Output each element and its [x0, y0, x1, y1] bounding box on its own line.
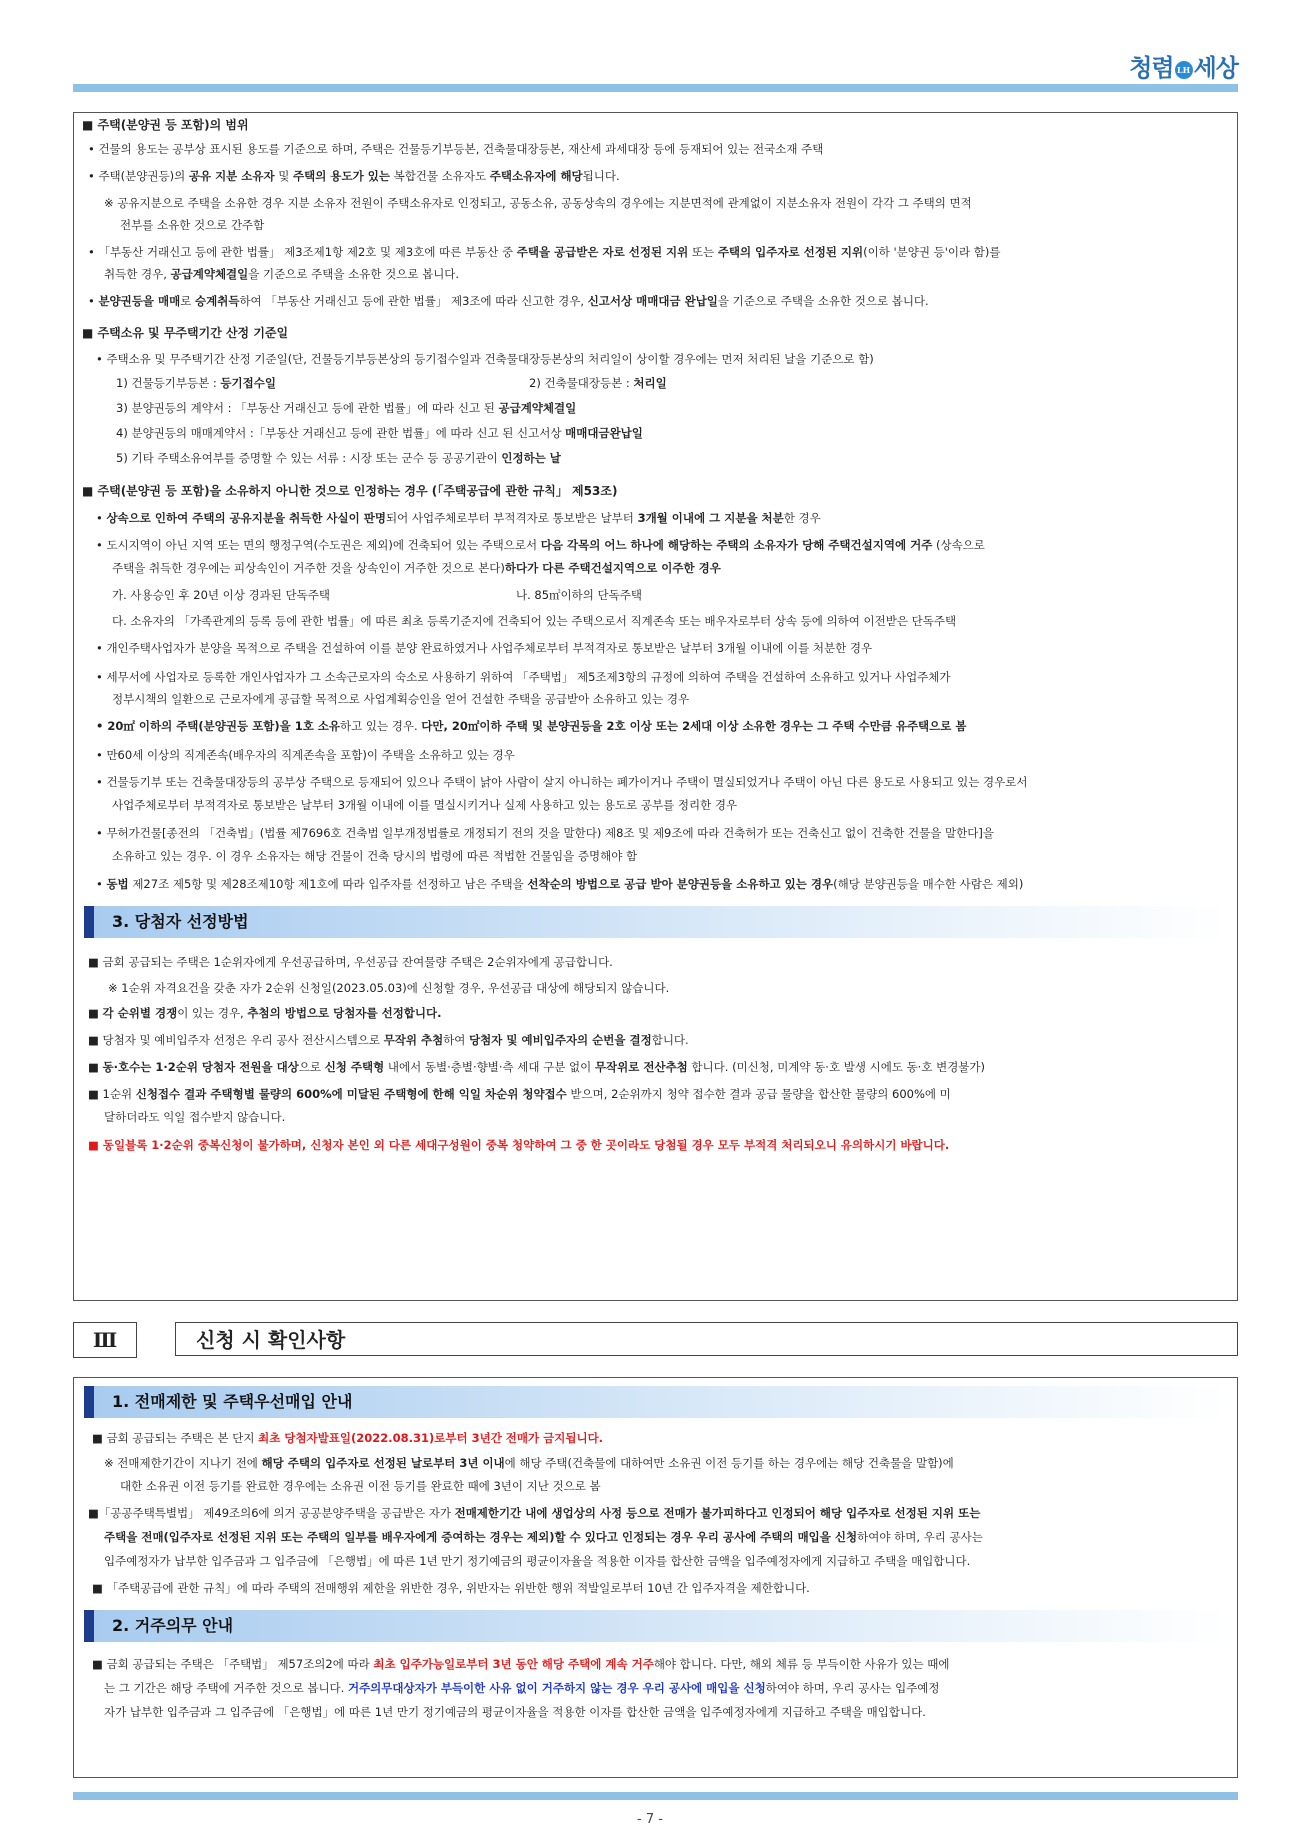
list-item: 나. 85㎡이하의 단독주택 [516, 588, 642, 602]
list-item: • 개인주택사업자가 분양을 목적으로 주택을 건설하여 이를 분양 완료하였거나 사업주체로부터 부적격자로 통보받은 날부터 3개월 이내에 이를 처분한 경우 [96, 641, 873, 655]
note: 전부를 소유한 것으로 간주함 [120, 218, 265, 232]
section-heading: ■ 주택(분양권 등 포함)을 소유하지 아니한 것으로 인정하는 경우 (「주택공급에 관한 규칙」 제53조) [82, 484, 618, 498]
chapter-title: 신청 시 확인사항 [175, 1322, 1238, 1356]
section-header-selection [84, 906, 1227, 938]
paragraph: ■ 각 순위별 경쟁이 있는 경우, 추첨의 방법으로 당첨자를 선정합니다. [88, 1006, 442, 1020]
chapter-number: Ⅲ [73, 1322, 137, 1358]
eligibility-box [73, 112, 1238, 1301]
logo: 청렴 LH 세상 [1129, 53, 1238, 82]
paragraph: 달하더라도 익일 접수받지 않습니다. [104, 1110, 286, 1124]
list-item: • 무허가건물[종전의 「건축법」(법률 제7696호 건축법 일부개정법률로 개정되기 전의 것을 말한다) 제8조 및 제9조에 따라 건축허가 또는 건축신고 없이 건축한 건물을 말한다]을 [96, 826, 994, 840]
list-item: 정부시책의 일환으로 근로자에게 공급할 목적으로 사업계획승인을 얻어 건설한 주택을 공급받아 소유하고 있는 경우 [112, 692, 690, 706]
paragraph: ■ 금회 공급되는 주택은 1순위자에게 우선공급하며, 우선공급 잔여물량 주택은 2순위자에게 공급합니다. [88, 955, 613, 969]
list-item: 다. 소유자의 「가족관계의 등록 등에 관한 법률」에 따른 최초 등록기준지에 건축되어 있는 주택으로서 직계존속 또는 배우자로부터 상속 등에 의하여 이전받은 단독주택 [112, 614, 957, 628]
list-item: 1) 건물등기부등본 : 등기접수일 [116, 376, 276, 390]
list-item: 3) 분양권등의 계약서 : 「부동산 거래신고 등에 관한 법률」에 따라 신고 된 공급계약체결일 [116, 401, 577, 415]
section-title: 3. 당첨자 선정방법 [112, 912, 249, 931]
paragraph: ■ 금회 공급되는 주택은 「주택법」 제57조의2에 따라 최초 입주가능일로부터 3년 동안 해당 주택에 계속 거주해야 합니다. 다만, 해외 체류 등 부득이한 사유가 있는 때에 [92, 1657, 950, 1671]
paragraph: 는 그 기간은 해당 주택에 거주한 것으로 봅니다. 거주의무대상자가 부득이한 사유 없이 거주하지 않는 경우 우리 공사에 매입을 신청하여야 하며, 우리 공사는 입주예정 [104, 1681, 940, 1695]
section-heading: ■ 주택(분양권 등 포함)의 범위 [82, 118, 249, 132]
list-item: 가. 사용승인 후 20년 이상 경과된 단독주택 [112, 588, 330, 602]
paragraph: ■ 당첨자 및 예비입주자 선정은 우리 공사 전산시스템으로 무작위 추첨하여 당첨자 및 예비입주자의 순번을 결정합니다. [88, 1033, 689, 1047]
list-item: 소유하고 있는 경우. 이 경우 소유자는 해당 건물이 건축 당시의 법령에 따른 적법한 건물임을 증명해야 함 [112, 849, 638, 863]
bottom-divider [73, 1792, 1238, 1800]
section-heading: ■ 주택소유 및 무주택기간 산정 기준일 [82, 326, 289, 340]
section-header-resale [84, 1386, 1227, 1418]
list-item: • 세무서에 사업자로 등록한 개인사업자가 그 소속근로자의 숙소로 사용하기 위하여 「주택법」 제5조제3항의 규정에 의하여 주택을 건설하여 소유하고 있거나 사업주체가 [96, 670, 951, 684]
list-item: • 만60세 이상의 직계존속(배우자의 직계존속을 포함)이 주택을 소유하고 있는 경우 [96, 748, 515, 762]
paragraph: 주택을 전매(입주자로 선정된 지위 또는 주택의 일부를 배우자에게 증여하는 경우는 제외)할 수 있다고 인정되는 경우 우리 공사에 주택의 매입을 신청하여야 하며, 우리 공사는 [104, 1530, 983, 1544]
list-item: 4) 분양권등의 매매계약서 :「부동산 거래신고 등에 관한 법률」에 따라 신고 된 신고서상 매매대금완납일 [116, 426, 643, 440]
note: ※ 1순위 자격요건을 갖춘 자가 2순위 신청일(2023.05.03)에 신청할 경우, 우선공급 대상에 해당되지 않습니다. [108, 981, 670, 995]
list-item: 5) 기타 주택소유여부를 증명할 수 있는 서류 : 시장 또는 군수 등 공공기관이 인정하는 날 [116, 451, 561, 465]
logo-badge-icon: LH [1175, 61, 1193, 79]
list-item: 취득한 경우, 공급계약체결일을 기준으로 주택을 소유한 것으로 봅니다. [104, 267, 460, 281]
note: ※ 공유지분으로 주택을 소유한 경우 지분 소유자 전원이 주택소유자로 인정되고, 공동소유, 공동상속의 경우에는 지분면적에 관계없이 지분소유자 전원이 각각 그 주택의 면적 [104, 196, 972, 210]
list-item: • 도시지역이 아닌 지역 또는 면의 행정구역(수도권은 제외)에 건축되어 있는 주택으로서 다음 각목의 어느 하나에 해당하는 주택의 소유자가 당해 주택건설지역에 거주 (상속으로 [96, 538, 985, 552]
paragraph: 입주예정자가 납부한 입주금과 그 입주금에 「은행법」에 따른 1년 만기 정기예금의 평균이자율을 적용한 이자를 합산한 금액을 입주예정자에게 지급하고 주택을 매입합니다. [104, 1554, 971, 1568]
paragraph: 자가 납부한 입주금과 그 입주금에 「은행법」에 따른 1년 만기 정기예금의 평균이자율을 적용한 이자를 합산한 금액을 입주예정자에게 지급하고 주택을 매입합니다. [104, 1705, 926, 1719]
paragraph: ■「공공주택특별법」 제49조의6에 의거 공공분양주택을 공급받은 자가 전매제한기간 내에 생업상의 사정 등으로 전매가 불가피하다고 인정되어 해당 입주자로 선정된 지위 또는 [88, 1506, 981, 1520]
list-item: 주택을 취득한 경우에는 피상속인이 거주한 것을 상속인이 거주한 것으로 본다)하다가 다른 주택건설지역으로 이주한 경우 [112, 561, 721, 575]
list-item: • 상속으로 인하여 주택의 공유지분을 취득한 사실이 판명되어 사업주체로부터 부적격자로 통보받은 날부터 3개월 이내에 그 지분을 처분한 경우 [96, 511, 821, 525]
paragraph: ■ 「주택공급에 관한 규칙」에 따라 주택의 전매행위 제한을 위반한 경우, 위반자는 위반한 행위 적발일로부터 10년 간 입주자격을 제한합니다. [92, 1581, 810, 1595]
note: 대한 소유권 이전 등기를 완료한 경우에는 소유권 이전 등기를 완료한 때에 3년이 지난 것으로 봄 [120, 1479, 601, 1493]
list-item: 2) 건축물대장등본 : 처리일 [529, 376, 667, 390]
section-title: 2. 거주의무 안내 [112, 1616, 234, 1635]
section-header-residence [84, 1610, 1227, 1642]
page-number: - 7 - [637, 1812, 663, 1827]
list-item: 사업주체로부터 부적격자로 통보받은 날부터 3개월 이내에 이를 멸실시키거나 실제 사용하고 있는 용도로 공부를 정리한 경우 [112, 798, 738, 812]
paragraph: ■ 1순위 신청접수 결과 주택형별 물량의 600%에 미달된 주택형에 한해 익일 차순위 청약접수 받으며, 2순위까지 청약 접수한 결과 공급 물량을 합산한 물량의 600%에 미 [88, 1087, 951, 1101]
list-item: • 20㎡ 이하의 주택(분양권등 포함)을 1호 소유하고 있는 경우. 다만, 20㎡이하 주택 및 분양권등을 2호 이상 또는 2세대 이상 소유한 경우는 그 주택 수만큼 유주택으로 봄 [96, 719, 967, 733]
paragraph: ■ 금회 공급되는 주택은 본 단지 최초 당첨자발표일(2022.08.31)로부터 3년간 전매가 금지됩니다. [92, 1431, 604, 1445]
notice-box [73, 1377, 1238, 1778]
list-item: • 주택소유 및 무주택기간 산정 기준일(단, 건물등기부등본상의 등기접수일과 건축물대장등본상의 처리일이 상이할 경우에는 먼저 처리된 날을 기준으로 함) [96, 352, 874, 366]
section-title: 1. 전매제한 및 주택우선매입 안내 [112, 1392, 353, 1411]
list-item: • 주택(분양권등)의 공유 지분 소유자 및 주택의 용도가 있는 복합건물 소유자도 주택소유자에 해당됩니다. [88, 169, 620, 183]
list-item: • 건물등기부 또는 건축물대장등의 공부상 주택으로 등재되어 있으나 주택이 낡아 사람이 살지 아니하는 폐가이거나 주택이 멸실되었거나 주택이 아닌 다른 용도로 사용되고 있는 경우로서 [96, 775, 1028, 789]
list-item: • 동법 제27조 제5항 및 제28조제10항 제1호에 따라 입주자를 선정하고 남은 주택을 선착순의 방법으로 공급 받아 분양권등을 소유하고 있는 경우(해당 분양권등을 매수한 사람은 제외) [96, 877, 1024, 891]
list-item: • 「부동산 거래신고 등에 관한 법률」 제3조제1항 제2호 및 제3호에 따른 부동산 중 주택을 공급받은 자로 선정된 지위 또는 주택의 입주자로 선정된 지위(이하 '분양권 등'이라 함)를 [88, 245, 1001, 259]
list-item: • 건물의 용도는 공부상 표시된 용도를 기준으로 하며, 주택은 건물등기부등본, 건축물대장등본, 재산세 과세대장 등에 등재되어 있는 전국소재 주택 [88, 142, 824, 156]
list-item: • 분양권등을 매매로 승계취득하여 「부동산 거래신고 등에 관한 법률」 제3조에 따라 신고한 경우, 신고서상 매매대금 완납일을 기준으로 주택을 소유한 것으로 봅니다. [88, 294, 929, 308]
warning-text: ■ 동일블록 1·2순위 중복신청이 불가하며, 신청자 본인 외 다른 세대구성원이 중복 청약하여 그 중 한 곳이라도 당첨될 경우 모두 부적격 처리되오니 유의하시기 바랍니다. [88, 1138, 950, 1152]
note: ※ 전매제한기간이 지나기 전에 해당 주택의 입주자로 선정된 날로부터 3년 이내에 해당 주택(건축물에 대하여만 소유권 이전 등기를 하는 경우에는 해당 건축물을 말함)에 [104, 1456, 954, 1470]
paragraph: ■ 동·호수는 1·2순위 당첨자 전원을 대상으로 신청 주택형 내에서 동별·층별·향별·측 세대 구분 없이 무작위로 전산추첨 합니다. (미신청, 미계약 동·호 발생 시에도 동·호 변경불가) [88, 1060, 986, 1074]
top-divider [73, 84, 1238, 92]
